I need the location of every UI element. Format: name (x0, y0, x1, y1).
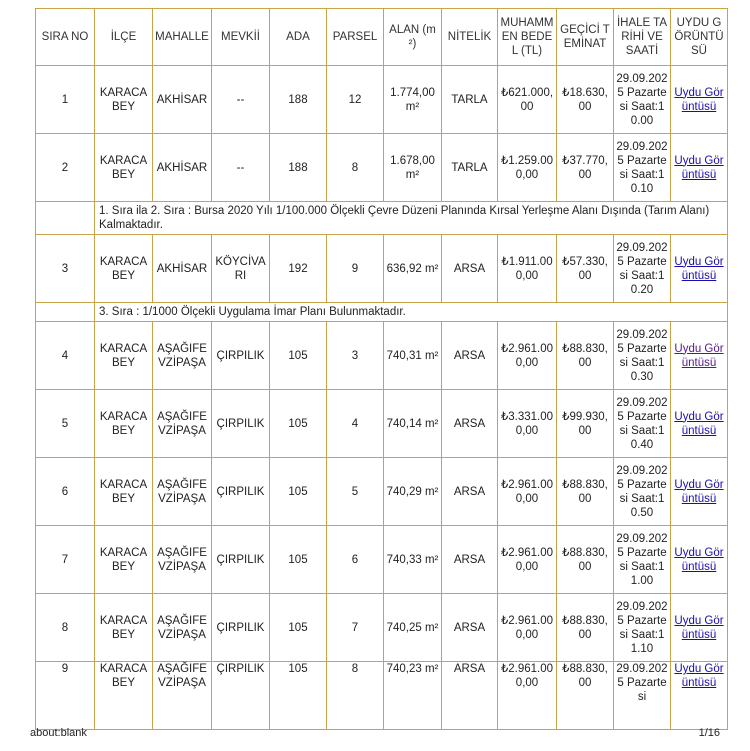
table-row (36, 134, 728, 202)
row-uydu-cell (671, 458, 728, 526)
row-ihale-tarihi: 29.09.2025 Pazartesi Saat:10.10 (614, 134, 671, 202)
satellite-image-link[interactable]: Uydu Görüntüsü (674, 255, 724, 282)
note-spacer-cell (36, 202, 95, 235)
table-row (36, 322, 728, 390)
note-row (36, 202, 728, 235)
note-row (36, 303, 728, 322)
row-sira-no: 5 (36, 390, 95, 458)
row-muhammen-bedel: ₺621.000,00 (498, 66, 557, 134)
row-uydu-cell (671, 134, 728, 202)
row-muhammen-bedel: ₺2.961.000,00 (498, 594, 557, 662)
header-ilce: İLÇE (95, 9, 153, 66)
row-ihale-tarihi: 29.09.2025 Pazartesi (614, 662, 671, 730)
row-parsel: 6 (327, 526, 384, 594)
row-ilce: KARACABEY (95, 390, 153, 458)
table-row (36, 66, 728, 134)
row-mevkii: ÇIRPILIK (212, 594, 270, 662)
row-mahalle: AKHİSAR (153, 134, 212, 202)
header-nitelik: NİTELİK (442, 9, 498, 66)
row-mahalle: AŞAĞIFEVZİPAŞA (153, 458, 212, 526)
satellite-image-link[interactable]: Uydu Görüntüsü (674, 546, 724, 573)
satellite-image-link[interactable]: Uydu Görüntüsü (674, 342, 724, 369)
row-ada: 188 (270, 134, 327, 202)
row-alan: 740,25 m² (384, 594, 442, 662)
note-text: 3. Sıra : 1/1000 Ölçekli Uygulama İmar Planı Bulunmaktadır. (95, 303, 728, 322)
row-nitelik: ARSA (442, 594, 498, 662)
satellite-image-link[interactable]: Uydu Görüntüsü (674, 478, 724, 505)
row-gecici-teminat: ₺57.330,00 (557, 235, 614, 303)
header-mahalle: MAHALLE (153, 9, 212, 66)
row-parsel: 12 (327, 66, 384, 134)
row-uydu-cell (671, 390, 728, 458)
row-ada: 192 (270, 235, 327, 303)
row-sira-no: 9 (36, 662, 95, 730)
row-ilce: KARACABEY (95, 322, 153, 390)
row-ilce: KARACABEY (95, 66, 153, 134)
satellite-image-link[interactable]: Uydu Görüntüsü (674, 154, 724, 181)
table-row (36, 458, 728, 526)
row-parsel: 4 (327, 390, 384, 458)
row-mahalle: AŞAĞIFEVZİPAŞA (153, 662, 212, 730)
row-uydu-cell (671, 662, 728, 730)
row-sira-no: 2 (36, 134, 95, 202)
row-nitelik: ARSA (442, 235, 498, 303)
row-gecici-teminat: ₺88.830,00 (557, 662, 614, 730)
note-text: 1. Sıra ila 2. Sıra : Bursa 2020 Yılı 1/100.000 Ölçekli Çevre Düzeni Planında Kırsal Yerleşme Alanı Dışında (Tarım Alanı) Kalmaktadır. (95, 202, 728, 235)
row-ihale-tarihi: 29.09.2025 Pazartesi Saat:10.00 (614, 66, 671, 134)
table-row (36, 662, 728, 730)
row-mahalle: AŞAĞIFEVZİPAŞA (153, 526, 212, 594)
row-sira-no: 3 (36, 235, 95, 303)
row-sira-no: 8 (36, 594, 95, 662)
row-ihale-tarihi: 29.09.2025 Pazartesi Saat:10.20 (614, 235, 671, 303)
table-row (36, 390, 728, 458)
row-ilce: KARACABEY (95, 662, 153, 730)
row-gecici-teminat: ₺88.830,00 (557, 526, 614, 594)
row-ihale-tarihi: 29.09.2025 Pazartesi Saat:11.10 (614, 594, 671, 662)
row-gecici-teminat: ₺88.830,00 (557, 594, 614, 662)
row-mahalle: AKHİSAR (153, 235, 212, 303)
row-sira-no: 6 (36, 458, 95, 526)
row-mahalle: AKHİSAR (153, 66, 212, 134)
row-uydu-cell (671, 526, 728, 594)
row-ilce: KARACABEY (95, 594, 153, 662)
row-ada: 105 (270, 458, 327, 526)
row-alan: 740,23 m² (384, 662, 442, 730)
header-uydu-goruntusu: UYDU GÖRÜNTÜSÜ (671, 9, 728, 66)
row-gecici-teminat: ₺88.830,00 (557, 322, 614, 390)
row-parsel: 8 (327, 134, 384, 202)
row-ada: 105 (270, 322, 327, 390)
row-ihale-tarihi: 29.09.2025 Pazartesi Saat:10.30 (614, 322, 671, 390)
header-alan: ALAN (m²) (384, 9, 442, 66)
row-parsel: 9 (327, 235, 384, 303)
row-gecici-teminat: ₺18.630,00 (557, 66, 614, 134)
row-sira-no: 4 (36, 322, 95, 390)
row-nitelik: ARSA (442, 458, 498, 526)
row-mahalle: AŞAĞIFEVZİPAŞA (153, 322, 212, 390)
row-mevkii: ÇIRPILIK (212, 458, 270, 526)
row-nitelik: TARLA (442, 66, 498, 134)
row-gecici-teminat: ₺99.930,00 (557, 390, 614, 458)
row-ada: 105 (270, 526, 327, 594)
row-muhammen-bedel: ₺2.961.000,00 (498, 662, 557, 730)
header-parsel: PARSEL (327, 9, 384, 66)
row-alan: 740,14 m² (384, 390, 442, 458)
row-mevkii: ÇIRPILIK (212, 322, 270, 390)
row-nitelik: ARSA (442, 322, 498, 390)
row-ilce: KARACABEY (95, 458, 153, 526)
row-uydu-cell (671, 235, 728, 303)
row-mevkii: ÇIRPILIK (212, 662, 270, 730)
row-alan: 1.774,00 m² (384, 66, 442, 134)
row-nitelik: ARSA (442, 390, 498, 458)
row-ada: 105 (270, 594, 327, 662)
row-nitelik: ARSA (442, 662, 498, 730)
row-ada: 105 (270, 662, 327, 730)
row-ihale-tarihi: 29.09.2025 Pazartesi Saat:10.40 (614, 390, 671, 458)
header-mevkii: MEVKİİ (212, 9, 270, 66)
note-spacer-cell (36, 303, 95, 322)
row-muhammen-bedel: ₺1.259.000,00 (498, 134, 557, 202)
satellite-image-link[interactable]: Uydu Görüntüsü (674, 410, 724, 437)
row-parsel: 8 (327, 662, 384, 730)
table-row (36, 526, 728, 594)
row-sira-no: 1 (36, 66, 95, 134)
row-parsel: 5 (327, 458, 384, 526)
row-mevkii: ÇIRPILIK (212, 390, 270, 458)
row-mevkii: ÇIRPILIK (212, 526, 270, 594)
row-muhammen-bedel: ₺2.961.000,00 (498, 526, 557, 594)
row-ilce: KARACABEY (95, 526, 153, 594)
satellite-image-link[interactable]: Uydu Görüntüsü (674, 614, 724, 641)
row-alan: 636,92 m² (384, 235, 442, 303)
row-mahalle: AŞAĞIFEVZİPAŞA (153, 594, 212, 662)
row-uydu-cell (671, 322, 728, 390)
header-ada: ADA (270, 9, 327, 66)
header-sira-no: SIRA NO (36, 9, 95, 66)
row-mevkii: -- (212, 134, 270, 202)
header-muhammen-bedel: MUHAMMEN BEDEL (TL) (498, 9, 557, 66)
row-uydu-cell (671, 66, 728, 134)
table-row (36, 235, 728, 303)
row-ilce: KARACABEY (95, 134, 153, 202)
row-uydu-cell (671, 594, 728, 662)
row-sira-no: 7 (36, 526, 95, 594)
row-ada: 188 (270, 66, 327, 134)
row-muhammen-bedel: ₺1.911.000,00 (498, 235, 557, 303)
row-nitelik: TARLA (442, 134, 498, 202)
row-muhammen-bedel: ₺3.331.000,00 (498, 390, 557, 458)
satellite-image-link[interactable]: Uydu Görüntüsü (674, 86, 724, 113)
footer-url: about:blank (30, 727, 87, 739)
auction-table (35, 8, 728, 730)
row-mevkii: KÖYCİVARI (212, 235, 270, 303)
row-ihale-tarihi: 29.09.2025 Pazartesi Saat:11.00 (614, 526, 671, 594)
row-alan: 740,33 m² (384, 526, 442, 594)
row-muhammen-bedel: ₺2.961.000,00 (498, 458, 557, 526)
row-nitelik: ARSA (442, 526, 498, 594)
table-row (36, 594, 728, 662)
row-ilce: KARACABEY (95, 235, 153, 303)
satellite-image-link[interactable]: Uydu Görüntüsü (674, 663, 724, 689)
row-mevkii: -- (212, 66, 270, 134)
row-parsel: 3 (327, 322, 384, 390)
row-alan: 1.678,00 m² (384, 134, 442, 202)
row-mahalle: AŞAĞIFEVZİPAŞA (153, 390, 212, 458)
row-gecici-teminat: ₺37.770,00 (557, 134, 614, 202)
table-header-row (36, 9, 728, 66)
row-alan: 740,31 m² (384, 322, 442, 390)
header-ihale-tarihi: İHALE TARİHİ VE SAATİ (614, 9, 671, 66)
header-gecici-teminat: GEÇİCİ TEMİNAT (557, 9, 614, 66)
row-parsel: 7 (327, 594, 384, 662)
row-ada: 105 (270, 390, 327, 458)
row-muhammen-bedel: ₺2.961.000,00 (498, 322, 557, 390)
footer-page-number: 1/16 (698, 727, 720, 739)
row-gecici-teminat: ₺88.830,00 (557, 458, 614, 526)
row-ihale-tarihi: 29.09.2025 Pazartesi Saat:10.50 (614, 458, 671, 526)
row-alan: 740,29 m² (384, 458, 442, 526)
